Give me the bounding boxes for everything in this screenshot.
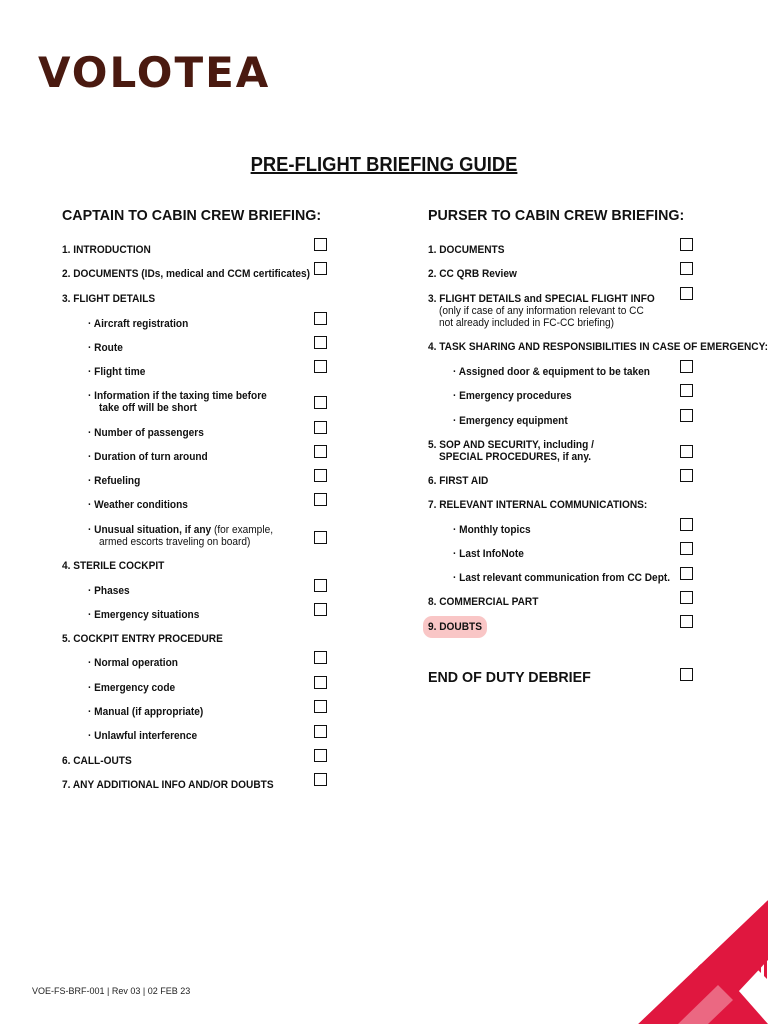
sop-security-line-1: 5. SOP AND SECURITY, including /: [428, 439, 594, 451]
purser-item-sop-security: [428, 439, 594, 463]
captain-manual-checkbox[interactable]: [314, 700, 327, 713]
purser-last-infonote-checkbox[interactable]: [680, 542, 693, 555]
end-of-duty-checkbox[interactable]: [680, 668, 693, 681]
purser-documents-checkbox[interactable]: [680, 238, 693, 251]
purser-item-last-infonote: · Last InfoNote: [453, 548, 524, 560]
captain-item-route: · Route: [88, 342, 123, 354]
captain-item-call-outs: 6. CALL-OUTS: [62, 755, 132, 767]
captain-item-cockpit-entry: 5. COCKPIT ENTRY PROCEDURE: [62, 633, 223, 645]
captain-unusual-situation-checkbox[interactable]: [314, 531, 327, 544]
captain-item-unusual-situation: [88, 524, 273, 548]
purser-first-aid-checkbox[interactable]: [680, 469, 693, 482]
purser-item-last-communication: · Last relevant communication from CC Dept.: [453, 572, 671, 584]
purser-item-task-sharing: 4. TASK SHARING AND RESPONSIBILITIES IN CASE OF EMERGENCY:: [428, 341, 768, 353]
captain-additional-info-checkbox[interactable]: [314, 773, 327, 786]
captain-item-weather: · Weather conditions: [88, 499, 188, 511]
captain-item-normal-operation: · Normal operation: [88, 657, 178, 669]
captain-call-outs-checkbox[interactable]: [314, 749, 327, 762]
unusual-situation-example: (for example,: [211, 524, 274, 536]
captain-emergency-situations-checkbox[interactable]: [314, 603, 327, 616]
unusual-situation-line-2: armed escorts traveling on board): [99, 536, 251, 548]
brand-corner-graphic: [638, 900, 768, 1024]
purser-emergency-equipment-checkbox[interactable]: [680, 409, 693, 422]
purser-flight-details-label: 3. FLIGHT DETAILS and SPECIAL FLIGHT INFO: [428, 293, 655, 305]
captain-item-phases: · Phases: [88, 585, 130, 597]
captain-route-checkbox[interactable]: [314, 336, 327, 349]
captain-taxing-time-checkbox[interactable]: [314, 396, 327, 409]
purser-item-emergency-procedures: · Emergency procedures: [453, 390, 572, 402]
purser-item-documents: 1. DOCUMENTS: [428, 244, 505, 256]
captain-item-passengers: · Number of passengers: [88, 427, 204, 439]
purser-item-first-aid: 6. FIRST AID: [428, 475, 489, 487]
captain-documents-checkbox[interactable]: [314, 262, 327, 275]
captain-emergency-code-checkbox[interactable]: [314, 676, 327, 689]
captain-item-taxing-time: [88, 390, 267, 414]
purser-item-internal-communications: 7. RELEVANT INTERNAL COMMUNICATIONS:: [428, 499, 648, 511]
purser-item-monthly-topics: · Monthly topics: [453, 524, 531, 536]
purser-flight-details-checkbox[interactable]: [680, 287, 693, 300]
purser-assigned-door-checkbox[interactable]: [680, 360, 693, 373]
purser-item-cc-qrb: 2. CC QRB Review: [428, 268, 517, 280]
purser-item-assigned-door: · Assigned door & equipment to be taken: [453, 366, 650, 378]
captain-unlawful-interference-checkbox[interactable]: [314, 725, 327, 738]
captain-item-aircraft-registration: · Aircraft registration: [88, 318, 189, 330]
purser-sop-security-checkbox[interactable]: [680, 445, 693, 458]
captain-introduction-checkbox[interactable]: [314, 238, 327, 251]
captain-briefing-heading: CAPTAIN TO CABIN CREW BRIEFING:: [62, 207, 322, 224]
captain-item-emergency-code: · Emergency code: [88, 682, 176, 694]
purser-cc-qrb-checkbox[interactable]: [680, 262, 693, 275]
captain-item-refueling: · Refueling: [88, 475, 141, 487]
captain-item-unlawful-interference: · Unlawful interference: [88, 730, 198, 742]
volotea-logo: VOLOTEA: [38, 48, 271, 97]
purser-last-communication-checkbox[interactable]: [680, 567, 693, 580]
captain-item-flight-time: · Flight time: [88, 366, 146, 378]
purser-item-commercial-part: 8. COMMERCIAL PART: [428, 596, 539, 608]
captain-item-introduction: 1. INTRODUCTION: [62, 244, 151, 256]
captain-item-turn-around: · Duration of turn around: [88, 451, 208, 463]
end-of-duty-debrief-heading: END OF DUTY DEBRIEF: [428, 669, 591, 686]
document-footer: VOE-FS-BRF-001 | Rev 03 | 02 FEB 23: [32, 986, 191, 996]
captain-flight-time-checkbox[interactable]: [314, 360, 327, 373]
purser-monthly-topics-checkbox[interactable]: [680, 518, 693, 531]
purser-item-flight-details: [428, 293, 655, 329]
captain-item-additional-info: 7. ANY ADDITIONAL INFO AND/OR DOUBTS: [62, 779, 274, 791]
page-title: PRE-FLIGHT BRIEFING GUIDE: [250, 154, 518, 176]
purser-item-doubts: 9. DOUBTS: [428, 621, 482, 633]
captain-item-manual: · Manual (if appropriate): [88, 706, 204, 718]
purser-doubts-checkbox[interactable]: [680, 615, 693, 628]
captain-weather-checkbox[interactable]: [314, 493, 327, 506]
purser-item-emergency-equipment: · Emergency equipment: [453, 415, 568, 427]
taxing-time-line-2: take off will be short: [99, 402, 197, 414]
unusual-situation-label: · Unusual situation, if any: [88, 524, 212, 536]
captain-aircraft-registration-checkbox[interactable]: [314, 312, 327, 325]
purser-flight-details-note-2: not already included in FC-CC briefing): [439, 317, 614, 329]
captain-turn-around-checkbox[interactable]: [314, 445, 327, 458]
captain-item-sterile-cockpit: 4. STERILE COCKPIT: [62, 560, 165, 572]
taxing-time-line-1: · Information if the taxing time before: [88, 390, 267, 402]
captain-passengers-checkbox[interactable]: [314, 421, 327, 434]
purser-commercial-part-checkbox[interactable]: [680, 591, 693, 604]
captain-phases-checkbox[interactable]: [314, 579, 327, 592]
captain-item-flight-details: 3. FLIGHT DETAILS: [62, 293, 156, 305]
captain-refueling-checkbox[interactable]: [314, 469, 327, 482]
captain-item-documents: 2. DOCUMENTS (IDs, medical and CCM certificates): [62, 268, 310, 280]
purser-emergency-procedures-checkbox[interactable]: [680, 384, 693, 397]
purser-briefing-heading: PURSER TO CABIN CREW BRIEFING:: [428, 207, 685, 224]
captain-item-emergency-situations: · Emergency situations: [88, 609, 200, 621]
sop-security-line-2: SPECIAL PROCEDURES, if any.: [439, 451, 592, 463]
captain-normal-operation-checkbox[interactable]: [314, 651, 327, 664]
purser-flight-details-note-1: (only if case of any information relevant to CC: [439, 305, 644, 317]
